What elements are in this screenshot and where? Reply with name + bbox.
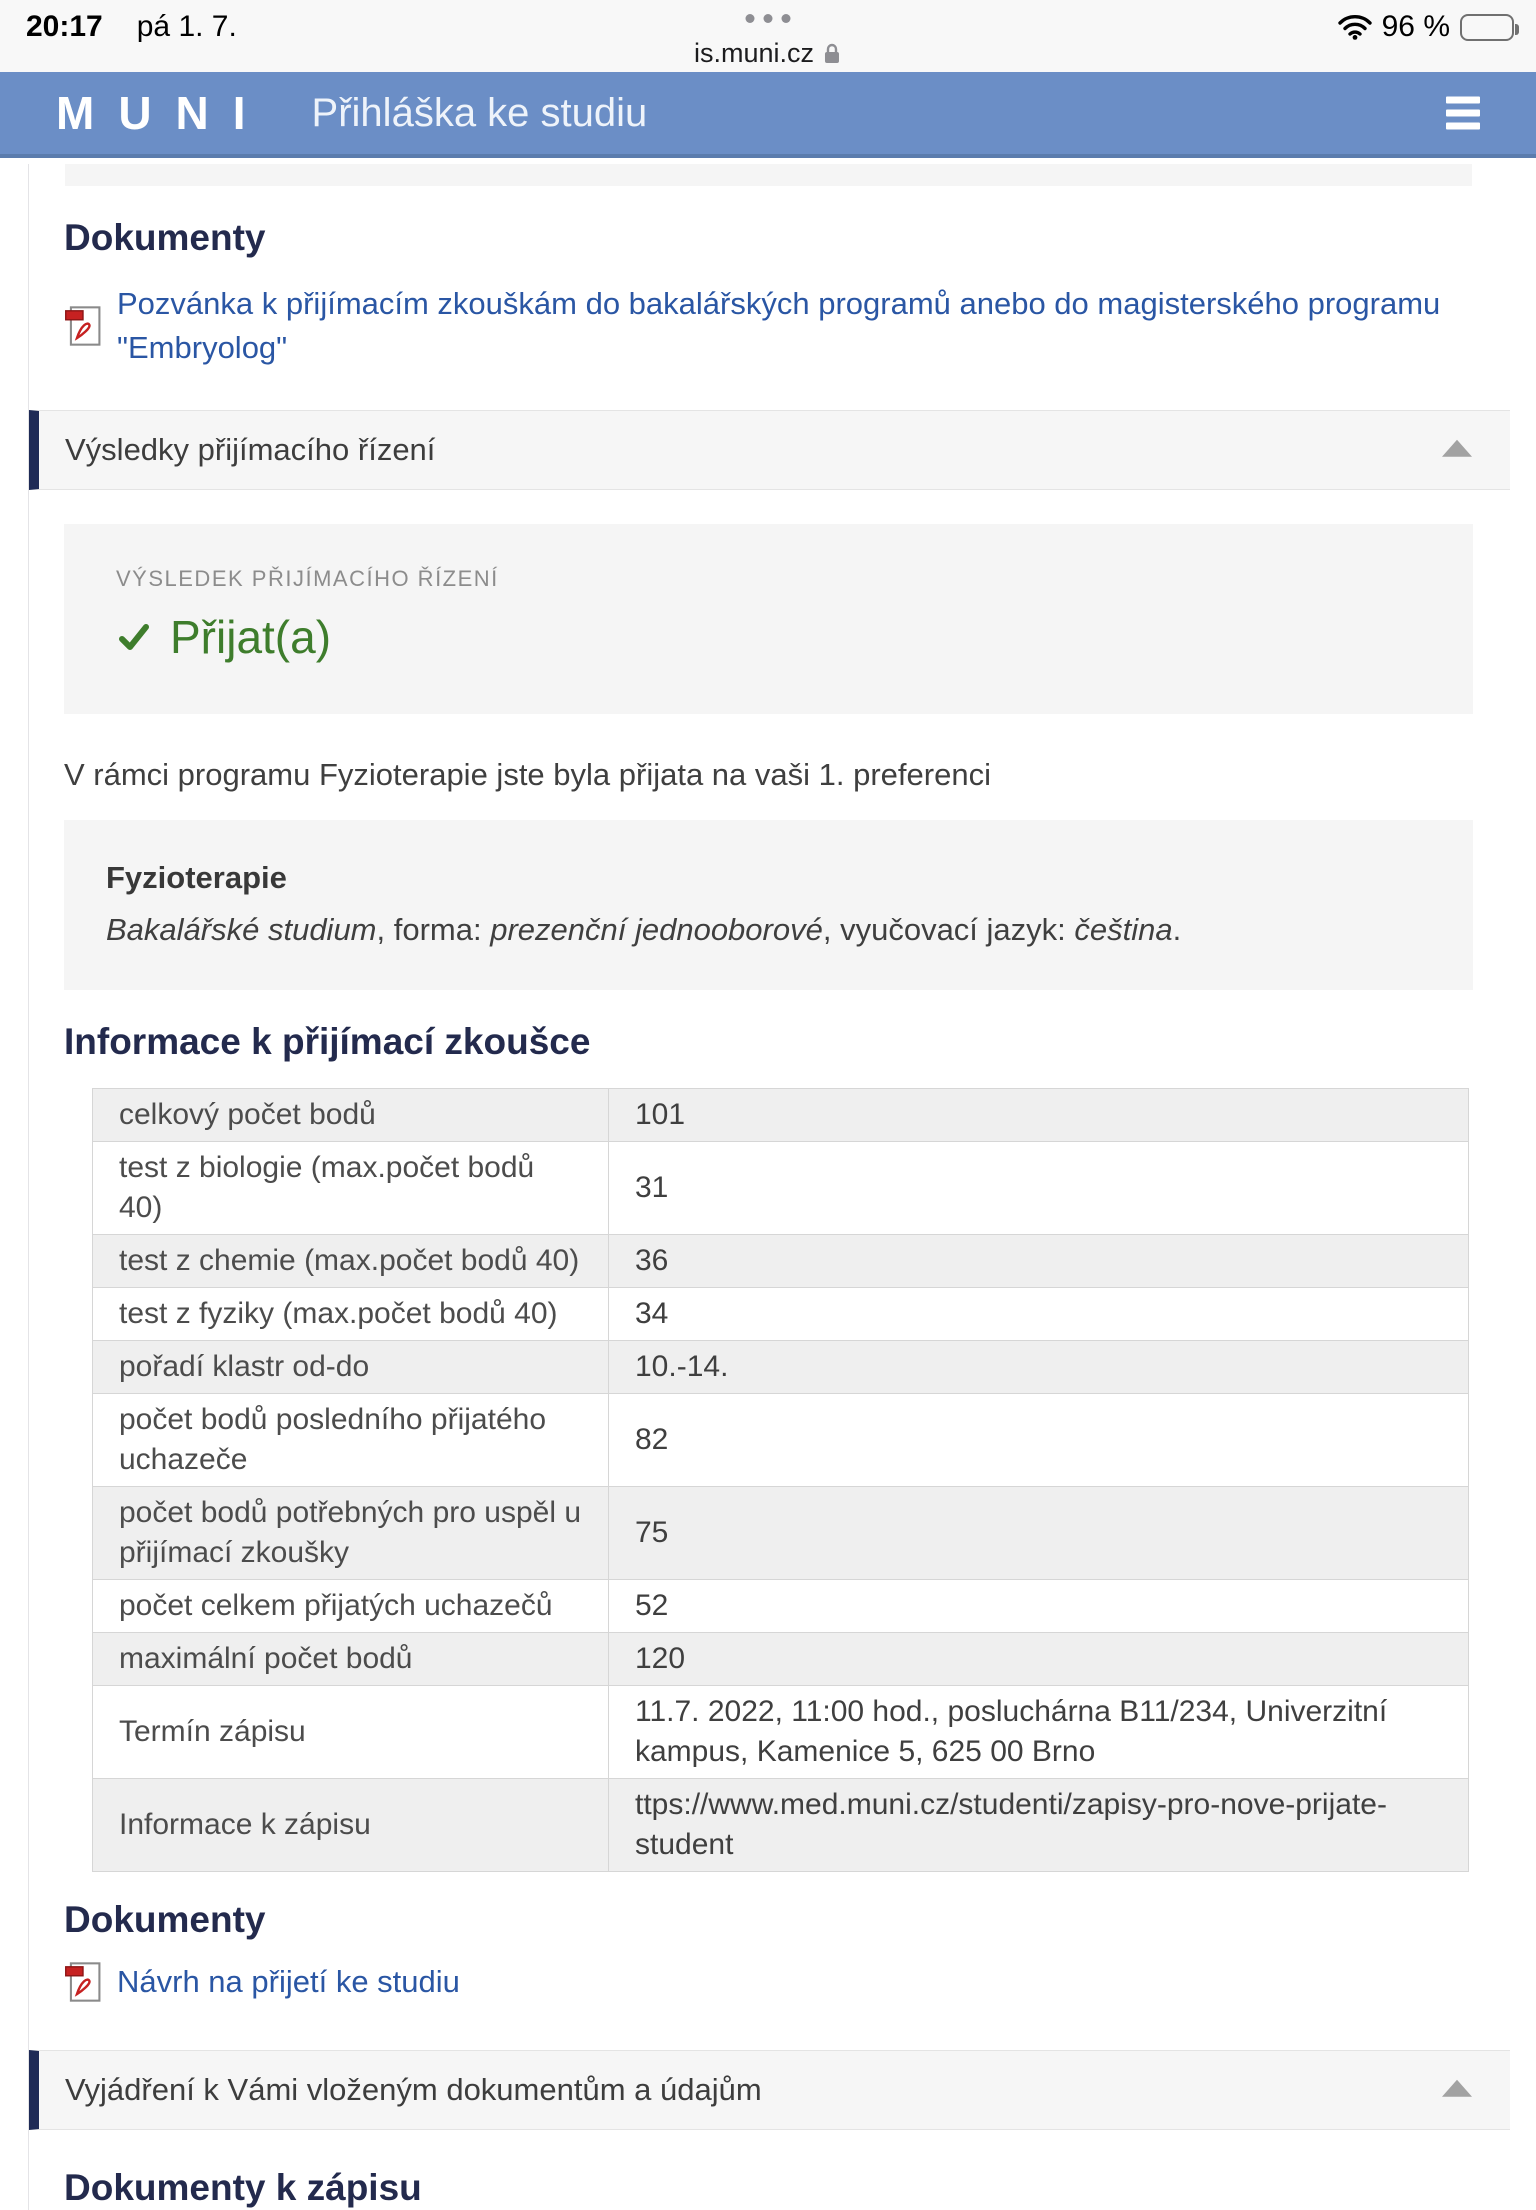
program-name: Fyzioterapie [106, 860, 287, 895]
scrolled-box-sliver [65, 164, 1472, 186]
row-value: 36 [609, 1235, 1469, 1288]
row-label: pořadí klastr od-do [93, 1341, 609, 1394]
program-detail-part: čeština [1074, 912, 1173, 947]
muni-logo[interactable]: MUNI [56, 87, 270, 139]
status-bar [0, 0, 1536, 72]
row-value: ttps://www.med.muni.cz/studenti/zapisy-pro-nove-prijate-student [609, 1779, 1469, 1872]
exam-info-heading: Informace k přijímací zkoušce [64, 1021, 591, 1062]
battery-icon [1460, 14, 1514, 41]
section-results-title: Výsledky přijímacího řízení [65, 432, 436, 467]
row-value: 75 [609, 1487, 1469, 1580]
row-value: 120 [609, 1633, 1469, 1686]
chevron-up-icon[interactable] [1442, 440, 1472, 457]
section-statements-title: Vyjádření k Vámi vloženým dokumentům a údajům [65, 2072, 762, 2107]
program-detail-part: . [1172, 912, 1182, 947]
status-date: pá 1. 7. [136, 10, 237, 43]
row-label: test z biologie (max.počet bodů 40) [93, 1142, 609, 1235]
acceptance-note: V rámci programu Fyzioterapie jste byla přijata na vaši 1. preferenci [64, 757, 991, 792]
row-label: počet bodů potřebných pro uspěl u přijímací zkoušky [93, 1487, 609, 1580]
row-value: 34 [609, 1288, 1469, 1341]
pdf-icon [64, 305, 102, 347]
lock-icon [822, 42, 842, 66]
row-label: test z fyziky (max.počet bodů 40) [93, 1288, 609, 1341]
app-header [0, 72, 1536, 158]
row-label: test z chemie (max.počet bodů 40) [93, 1235, 609, 1288]
chevron-up-icon[interactable] [1442, 2080, 1472, 2097]
exam-info-table [92, 1088, 1469, 1872]
tab-overview-dots-icon[interactable] [746, 14, 791, 23]
result-label: VÝSLEDEK PŘIJÍMACÍHO ŘÍZENÍ [116, 566, 499, 591]
row-value: 52 [609, 1580, 1469, 1633]
table-row [93, 1580, 1469, 1633]
pdf-icon [64, 1961, 102, 2003]
program-detail-part: prezenční jednooborové [490, 912, 823, 947]
row-label: celkový počet bodů [93, 1089, 609, 1142]
url-text[interactable]: is.muni.cz [693, 38, 815, 68]
result-line [116, 608, 1433, 666]
status-left [26, 10, 237, 44]
table-row [93, 1235, 1469, 1288]
table-row [93, 1142, 1469, 1235]
table-row [93, 1779, 1469, 1872]
status-time: 20:17 [26, 10, 103, 43]
table-row [93, 1487, 1469, 1580]
document-link-pozvanka[interactable]: Pozvánka k přijímacím zkouškám do bakalářských programů anebo do magisterského programu "Embryolog" [117, 286, 1441, 365]
program-detail-part: , vyučovací jazyk: [822, 912, 1075, 947]
page-title: Přihláška ke studiu [311, 90, 648, 135]
checkmark-icon [116, 619, 152, 655]
document-link-row [64, 1960, 1473, 2004]
table-row [93, 1633, 1469, 1686]
row-label: počet celkem přijatých uchazečů [93, 1580, 609, 1633]
program-detail-part: Bakalářské studium [106, 912, 377, 947]
documents-heading: Dokumenty [64, 217, 266, 258]
table-row [93, 1288, 1469, 1341]
table-row [93, 1089, 1469, 1142]
document-link-row [64, 282, 1473, 370]
table-row [93, 1341, 1469, 1394]
program-box [64, 820, 1473, 990]
document-link-navrh[interactable]: Návrh na přijetí ke studiu [117, 1964, 460, 1999]
section-results-header[interactable] [29, 410, 1510, 490]
row-label: maximální počet bodů [93, 1633, 609, 1686]
address-bar[interactable] [694, 38, 842, 69]
row-label: počet bodů posledního přijatého uchazeče [93, 1394, 609, 1487]
row-value: 31 [609, 1142, 1469, 1235]
result-box [64, 524, 1473, 714]
row-value: 82 [609, 1394, 1469, 1487]
table-row [93, 1394, 1469, 1487]
hamburger-menu-icon[interactable] [1446, 97, 1480, 130]
enrollment-docs-heading: Dokumenty k zápisu [64, 2167, 422, 2208]
page-content [28, 164, 1510, 2210]
program-detail-part: , forma: [376, 912, 491, 947]
row-label: Informace k zápisu [93, 1779, 609, 1872]
program-detail [106, 908, 1433, 952]
section-statements-header[interactable] [29, 2050, 1510, 2130]
table-row [93, 1686, 1469, 1779]
wifi-icon [1338, 14, 1372, 40]
battery-percent: 96 % [1381, 10, 1450, 43]
documents-bottom-heading: Dokumenty [64, 1899, 266, 1940]
row-value: 10.-14. [609, 1341, 1469, 1394]
row-value: 101 [609, 1089, 1469, 1142]
status-right [1338, 10, 1514, 44]
row-label: Termín zápisu [93, 1686, 609, 1779]
row-value: 11.7. 2022, 11:00 hod., posluchárna B11/234, Univerzitní kampus, Kamenice 5, 625 00 Brno [609, 1686, 1469, 1779]
result-value: Přijat(a) [170, 611, 332, 663]
